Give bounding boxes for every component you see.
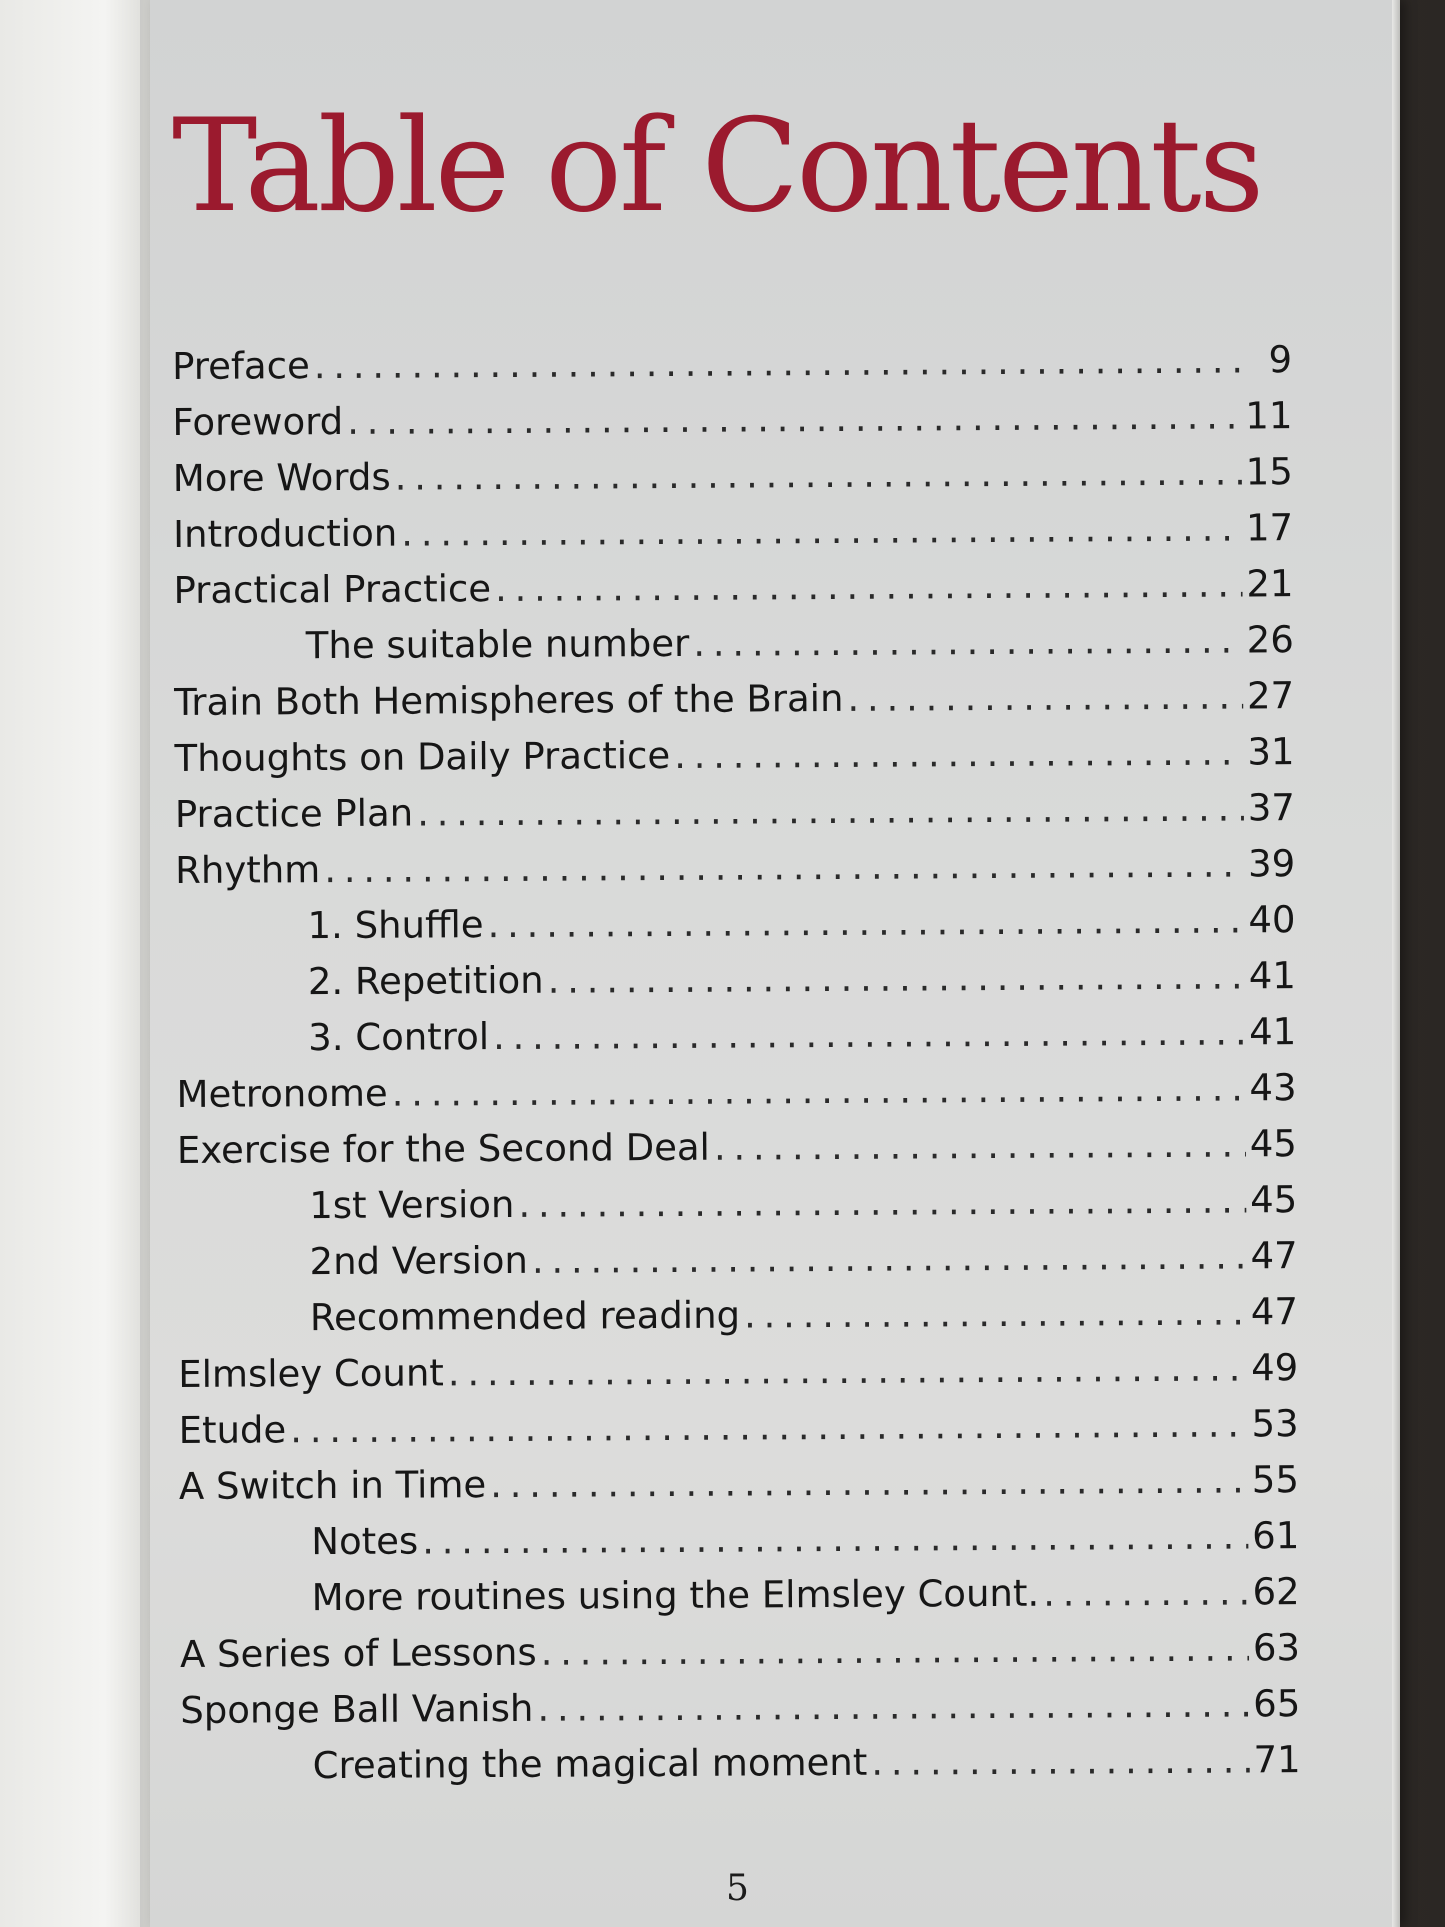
dot-leader bbox=[448, 1346, 1248, 1394]
dot-leader bbox=[493, 1010, 1245, 1058]
dot-leader bbox=[417, 786, 1244, 834]
toc-entry-label: Practical Practice bbox=[173, 567, 492, 612]
toc-entry-label: 2nd Version bbox=[309, 1238, 529, 1284]
toc-entry bbox=[180, 1570, 1300, 1633]
toc-entry bbox=[179, 1458, 1299, 1521]
toc-entry-page: 9 bbox=[1268, 338, 1293, 382]
toc-entry-label: Elmsley Count bbox=[178, 1351, 444, 1396]
toc-entry-label: Foreword bbox=[172, 399, 344, 444]
toc-entry-label: A Series of Lessons bbox=[179, 1630, 537, 1676]
toc-entry-page: 71 bbox=[1253, 1738, 1301, 1782]
toc-entry bbox=[173, 450, 1293, 513]
dot-leader bbox=[871, 1738, 1250, 1783]
toc-entry bbox=[176, 1066, 1296, 1129]
toc-entry-label: More routines using the Elmsley Count. bbox=[311, 1571, 1040, 1620]
toc-entry-label: Recommended reading bbox=[309, 1293, 741, 1340]
toc-entry-label: Introduction bbox=[173, 511, 398, 556]
dot-leader bbox=[392, 1066, 1246, 1114]
toc-entry-page: 63 bbox=[1252, 1626, 1301, 1670]
toc-entry-page: 37 bbox=[1247, 786, 1295, 830]
toc-entry bbox=[178, 1346, 1298, 1409]
facing-page bbox=[0, 0, 150, 1927]
dot-leader bbox=[422, 1514, 1248, 1562]
toc-entry bbox=[175, 842, 1295, 905]
toc-entry-page: 47 bbox=[1250, 1234, 1298, 1278]
toc-entry bbox=[175, 898, 1295, 961]
toc-entry-label: Notes bbox=[311, 1519, 419, 1564]
toc-entry-label: Metronome bbox=[176, 1071, 388, 1116]
toc-entry-label: Preface bbox=[172, 344, 310, 388]
toc-entry bbox=[172, 338, 1292, 401]
toc-entry-page: 41 bbox=[1248, 954, 1297, 998]
toc-entry bbox=[177, 1122, 1297, 1185]
page-edge bbox=[1392, 0, 1400, 1927]
toc-entry-page: 26 bbox=[1246, 618, 1294, 662]
toc-entry-page: 40 bbox=[1248, 898, 1296, 942]
toc-entry-page: 21 bbox=[1246, 562, 1294, 606]
dot-leader bbox=[1043, 1570, 1249, 1614]
toc-entry bbox=[178, 1402, 1298, 1465]
dot-leader bbox=[401, 506, 1242, 554]
toc-entry bbox=[179, 1514, 1299, 1577]
page-number: 5 bbox=[726, 1868, 749, 1909]
toc-entry-page: 62 bbox=[1252, 1570, 1300, 1614]
toc-entry bbox=[174, 674, 1294, 737]
toc-entry bbox=[174, 618, 1294, 681]
toc-entry-label: Sponge Ball Vanish bbox=[180, 1686, 534, 1732]
toc-entry-page: 45 bbox=[1249, 1122, 1298, 1166]
toc-entry-label: 3. Control bbox=[308, 1015, 490, 1060]
dot-leader bbox=[490, 1458, 1248, 1506]
toc-entry-label: 1st Version bbox=[309, 1182, 515, 1228]
toc-entry-page: 17 bbox=[1245, 506, 1294, 550]
toc-entry-page: 39 bbox=[1247, 842, 1296, 886]
toc-entry-label: Thoughts on Daily Practice bbox=[174, 733, 671, 780]
toc-entry bbox=[176, 1010, 1296, 1073]
toc-entry-label: Exercise for the Second Deal bbox=[176, 1125, 711, 1172]
toc-entry bbox=[174, 730, 1294, 793]
dot-leader bbox=[324, 842, 1244, 891]
dot-leader bbox=[744, 1290, 1247, 1336]
dot-leader bbox=[532, 1234, 1247, 1281]
toc-entry bbox=[180, 1682, 1300, 1745]
toc-entry bbox=[181, 1738, 1301, 1801]
toc-entry bbox=[172, 394, 1292, 457]
toc-entry-page: 55 bbox=[1251, 1458, 1300, 1502]
toc-entry bbox=[173, 506, 1293, 569]
toc-entry bbox=[176, 954, 1296, 1017]
toc-entry-page: 31 bbox=[1247, 730, 1295, 774]
toc-entry-label: Practice Plan bbox=[174, 791, 414, 836]
dot-leader bbox=[847, 674, 1243, 719]
toc-entry-page: 49 bbox=[1251, 1346, 1299, 1390]
toc-entry-label: A Switch in Time bbox=[178, 1463, 487, 1508]
toc-entry-label: Creating the magical moment bbox=[312, 1740, 868, 1788]
toc-entry-page: 27 bbox=[1246, 674, 1295, 718]
dot-leader bbox=[548, 954, 1245, 1001]
toc-entry bbox=[178, 1290, 1298, 1353]
dot-leader bbox=[395, 450, 1242, 498]
page-title: Table of Contents bbox=[172, 92, 1262, 241]
toc-entry-label: The suitable number bbox=[305, 621, 690, 668]
toc-entry-label: Etude bbox=[178, 1408, 287, 1452]
toc-entry-page: 61 bbox=[1252, 1514, 1300, 1558]
toc-entry-page: 53 bbox=[1251, 1402, 1299, 1446]
toc-entry-page: 15 bbox=[1245, 450, 1293, 494]
toc-entry bbox=[173, 562, 1293, 625]
toc-entry-label: 1. Shuffle bbox=[307, 903, 484, 948]
toc-entry-label: Train Both Hemispheres of the Brain bbox=[174, 676, 844, 724]
toc-list bbox=[172, 338, 1301, 1801]
toc-entry bbox=[175, 786, 1295, 849]
toc-entry-page: 65 bbox=[1253, 1682, 1301, 1726]
dot-leader bbox=[518, 1178, 1246, 1225]
dot-leader bbox=[314, 338, 1245, 387]
toc-entry-label: Rhythm bbox=[175, 848, 321, 892]
dot-leader bbox=[347, 394, 1241, 442]
toc-entry-page: 43 bbox=[1249, 1066, 1297, 1110]
dot-leader bbox=[541, 1626, 1249, 1673]
dot-leader bbox=[537, 1682, 1249, 1729]
toc-entry-label: More Words bbox=[172, 455, 391, 500]
toc-entry-label: 2. Repetition bbox=[307, 958, 544, 1004]
toc-entry-page: 45 bbox=[1250, 1178, 1298, 1222]
dot-leader bbox=[693, 618, 1243, 664]
dot-leader bbox=[674, 730, 1244, 776]
dot-leader bbox=[487, 898, 1244, 946]
dot-leader bbox=[714, 1122, 1246, 1168]
toc-entry bbox=[177, 1178, 1297, 1241]
toc-entry-page: 41 bbox=[1248, 1010, 1297, 1054]
toc-entry-page: 47 bbox=[1250, 1290, 1299, 1334]
dot-leader bbox=[290, 1402, 1248, 1451]
dot-leader bbox=[495, 562, 1243, 610]
toc-entry-page: 11 bbox=[1245, 394, 1293, 438]
toc-entry bbox=[177, 1234, 1297, 1297]
toc-entry bbox=[180, 1626, 1300, 1689]
